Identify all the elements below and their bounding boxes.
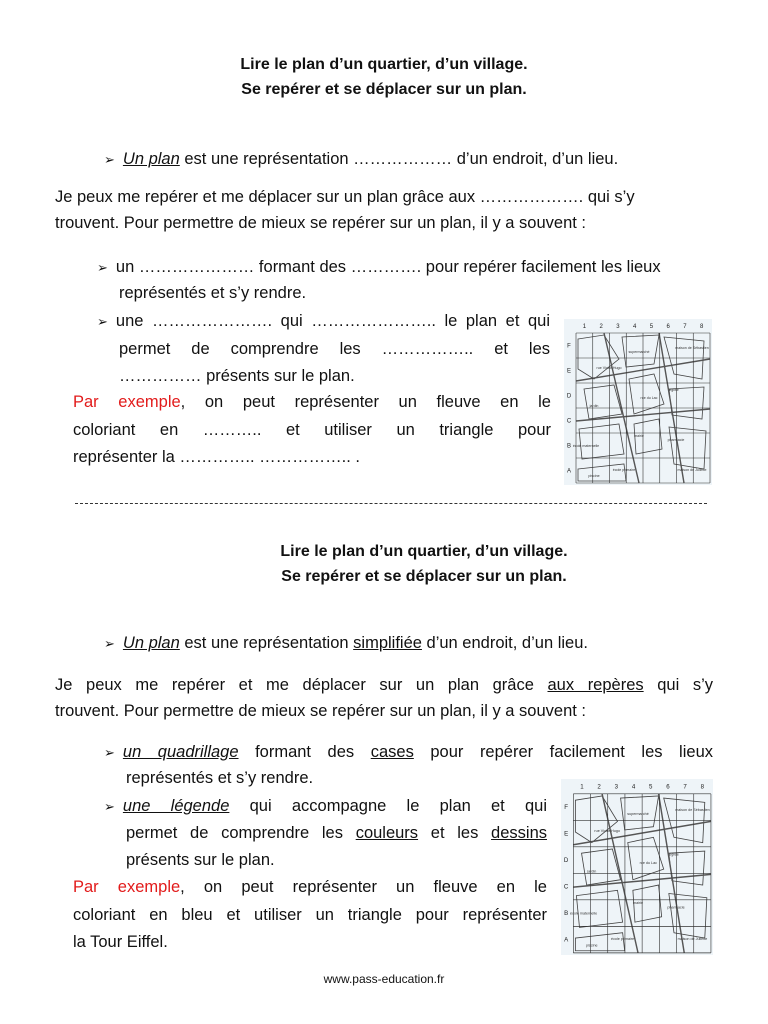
section1-paragraph-line2: trouvent. Pour permettre de mieux se repérer sur un plan, il y a souvent : <box>55 214 587 232</box>
bullet-grid-text: formant des <box>238 743 371 761</box>
section1-paragraph-line1: Je peux me repérer et me déplacer sur un plan grâce aux ………………. qui s’y <box>55 188 635 206</box>
map-place-label: mairie <box>634 434 644 438</box>
section1-definition <box>104 149 618 170</box>
map-place-label: rue du Lac <box>640 396 658 400</box>
map-place-label: école primaire <box>612 468 636 472</box>
bullet-legend-text: qui accompagne le plan et qui <box>229 797 548 815</box>
map-row-label: C <box>563 883 569 891</box>
section2-bullet-grid-cont: représentés et s’y rendre. <box>126 769 314 787</box>
map-column-label: 5 <box>649 324 654 330</box>
arrow-bullet-icon: ➢ <box>104 799 115 814</box>
map-column-label: 6 <box>666 783 670 791</box>
map-block-outline <box>578 464 626 481</box>
section1-example-line2: coloriant en ……….. et utiliser un triangle pour <box>73 421 551 439</box>
section2-bullet-legend <box>104 796 547 817</box>
section1-bullet-legend-cont1: permet de comprendre les …………….. et les <box>119 340 550 358</box>
answer-simplifiee: simplifiée <box>353 634 422 652</box>
map-place-label: maison de Sébastien <box>675 807 710 812</box>
bullet-legend-cont-and: et les <box>418 824 492 842</box>
section2-definition <box>104 633 588 654</box>
map-block-outline <box>576 890 622 927</box>
arrow-bullet-icon: ➢ <box>104 745 115 760</box>
map-place-label: maison de Sébastien <box>675 346 709 350</box>
map-place-label: rue Victor Hugo <box>594 828 621 834</box>
arrow-bullet-icon: ➢ <box>97 314 108 329</box>
section2-paragraph-line2: trouvent. Pour permettre de mieux se repérer sur un plan, il y a souvent : <box>55 702 587 720</box>
map-place-label: jardin <box>589 404 599 408</box>
section1-bullet-grid-cont: représentés et s’y rendre. <box>119 284 307 302</box>
section2-paragraph-line1 <box>55 675 713 695</box>
section1-example-line1 <box>73 392 551 412</box>
section1-bullet-legend-cont2: …………… présents sur le plan. <box>119 367 355 385</box>
neighborhood-map-2 <box>561 779 713 955</box>
example-text: , on peut représenter un fleuve en le <box>180 878 547 896</box>
section2-example-line1 <box>73 877 547 897</box>
map-place-label: maison de Juliette <box>677 468 707 472</box>
map-row-label: A <box>566 468 572 475</box>
bullet-grid-text-end: pour repérer facilement les lieux <box>413 743 713 761</box>
map-place-label: église <box>669 388 679 392</box>
answer-couleurs: couleurs <box>355 824 419 842</box>
map-row-label: D <box>563 857 569 865</box>
section1-title-line2: Se repérer et se déplacer sur un plan. <box>241 81 527 98</box>
section2-title-line1: Lire le plan d’un quartier, d’un village. <box>280 543 568 560</box>
bullet-legend-cont-text: permet de comprendre les <box>126 824 356 842</box>
map-block-outline <box>575 933 624 951</box>
section2-example-line3: la Tour Eiffel. <box>73 933 168 951</box>
map-place-label: rue Victor Hugo <box>596 366 622 370</box>
map-place-label: école primaire <box>611 937 635 942</box>
map-column-label: 1 <box>580 783 584 791</box>
section1-bullet-grid <box>97 257 661 278</box>
map-row-label: D <box>566 393 572 400</box>
map-place-label: église <box>669 852 679 857</box>
map-place-label: jardin <box>587 869 597 874</box>
example-label: Par exemple <box>73 878 181 896</box>
map-place-label: piscine <box>588 474 600 478</box>
section2-bullet-grid <box>104 742 713 763</box>
answer-reperes: aux repères <box>547 676 644 694</box>
map-place-label: supermarché <box>628 350 650 354</box>
map-column-label: 3 <box>614 783 619 791</box>
definition-text: est une représentation ……………… d’un endroit, d’un lieu. <box>179 150 619 168</box>
map-row-label: A <box>564 936 569 944</box>
neighborhood-map-1 <box>564 319 712 485</box>
map-place-label: maison de Juliette <box>677 937 708 942</box>
answer-cases: cases <box>370 743 414 761</box>
map-block-outline <box>582 849 621 885</box>
arrow-bullet-icon: ➢ <box>97 260 108 275</box>
term-plan: Un plan <box>122 634 180 652</box>
answer-quadrillage: un quadrillage <box>122 743 239 761</box>
map-block-outline <box>584 385 622 419</box>
map-column-label: 7 <box>683 783 687 791</box>
map-row-label: F <box>567 343 571 350</box>
bullet-grid-text: un ………………… formant des …………. pour repérer facilement les lieux <box>115 258 661 276</box>
map-column-label: 1 <box>582 324 587 330</box>
map-row-label: B <box>564 910 569 918</box>
map-column-label: 6 <box>666 324 670 330</box>
map-row-label: E <box>566 368 572 375</box>
example-label: Par exemple <box>73 393 181 411</box>
map-place-label: école maternelle <box>572 444 600 448</box>
map-column-label: 7 <box>683 324 687 330</box>
map-block-outline <box>579 424 624 459</box>
map-column-label: 5 <box>649 783 653 791</box>
definition-text: est une représentation <box>179 634 354 652</box>
map-row-label: E <box>564 830 569 838</box>
section2-bullet-legend-cont1 <box>126 823 547 843</box>
map-place-label: pharmacie <box>667 438 685 442</box>
paragraph-text-end: qui s’y <box>643 676 713 694</box>
section1-example-line3: représenter la ………….. …………….. . <box>73 448 360 466</box>
section1-bullet-legend <box>97 311 550 332</box>
footer-url: www.pass-education.fr <box>323 972 445 986</box>
map-column-label: 2 <box>597 783 601 791</box>
paragraph-text: Je peux me repérer et me déplacer sur un plan grâce <box>55 676 548 694</box>
arrow-bullet-icon: ➢ <box>104 636 115 651</box>
map-place-label: piscine <box>586 943 598 948</box>
section1-title-line1: Lire le plan d’un quartier, d’un village. <box>240 56 528 73</box>
answer-legende: une légende <box>122 797 230 815</box>
map-column-label: 4 <box>632 324 637 330</box>
map-column-label: 8 <box>700 783 705 791</box>
map-place-label: pharmacie <box>667 905 685 910</box>
example-text: , on peut représenter un fleuve en le <box>180 393 551 411</box>
map-column-label: 8 <box>699 324 704 330</box>
arrow-bullet-icon: ➢ <box>104 152 115 167</box>
section2-example-line2: coloriant en bleu et utiliser un triangle pour représenter <box>73 906 547 924</box>
map-column-label: 4 <box>631 783 636 791</box>
map-place-label: rue du Lac <box>639 860 658 865</box>
bullet-legend-text: une …………………. qui ………………….. le plan et qui <box>115 312 550 330</box>
map-place-label: école maternelle <box>570 911 598 916</box>
map-row-label: F <box>564 804 569 812</box>
term-plan: Un plan <box>122 150 180 168</box>
section2-title-line2: Se repérer et se déplacer sur un plan. <box>281 568 567 585</box>
dashed-separator <box>75 503 707 504</box>
map-column-label: 2 <box>599 324 603 330</box>
answer-dessins: dessins <box>491 824 547 842</box>
map-place-label: mairie <box>632 901 644 906</box>
map-row-label: B <box>566 443 572 450</box>
map-row-label: C <box>566 418 572 425</box>
map-place-label: supermarché <box>627 812 649 817</box>
definition-text-end: d’un endroit, d’un lieu. <box>421 634 588 652</box>
map-column-label: 3 <box>616 324 620 330</box>
section2-bullet-legend-cont2: présents sur le plan. <box>126 851 275 869</box>
